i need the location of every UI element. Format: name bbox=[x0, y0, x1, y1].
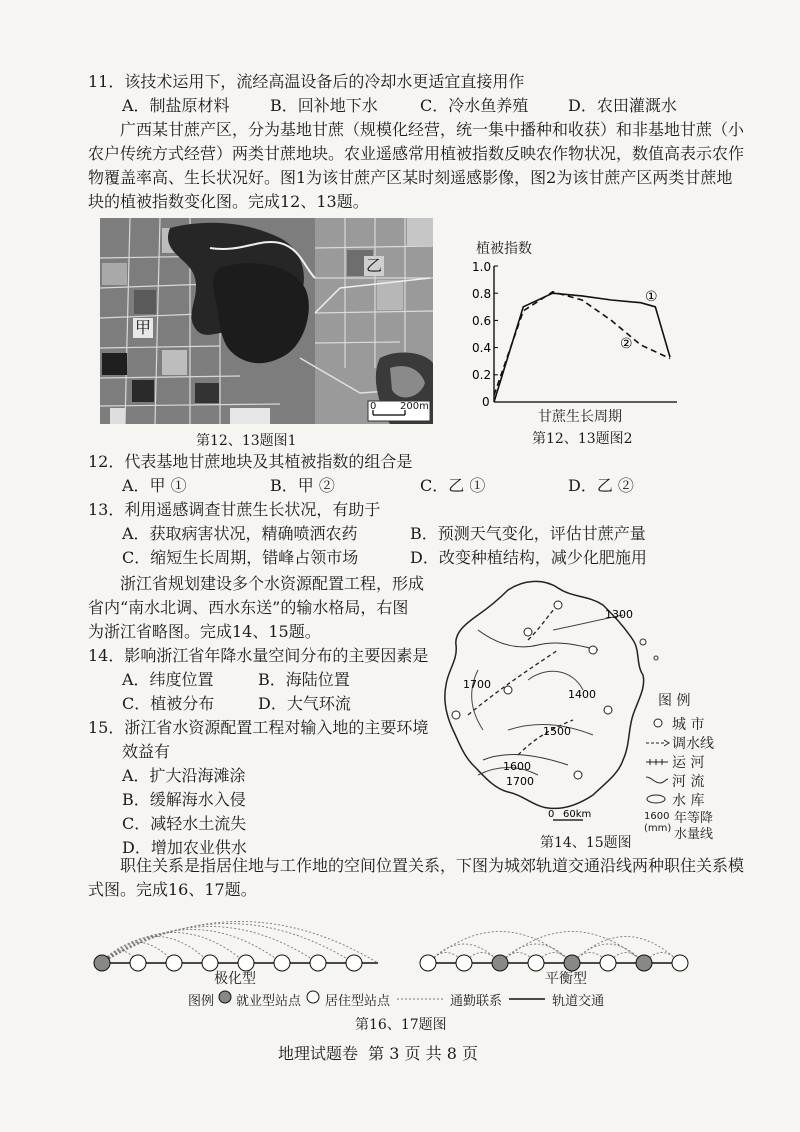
residential-station-icon bbox=[301, 990, 325, 1008]
isoline-legend-unit: (mm) bbox=[644, 823, 672, 834]
label-jia: 甲 bbox=[135, 318, 152, 337]
legend-label: 河 流 bbox=[672, 773, 705, 790]
residential-station bbox=[346, 955, 362, 971]
intro-16-17-line2: 式图。完成16、17题。 bbox=[88, 880, 257, 899]
city bbox=[574, 771, 582, 779]
canal-icon bbox=[644, 752, 672, 771]
employment-station-icon bbox=[214, 990, 236, 1008]
island bbox=[640, 639, 646, 645]
q14-option-c: C．植被分布 bbox=[122, 694, 215, 713]
city bbox=[504, 686, 512, 694]
employment-station bbox=[94, 955, 110, 971]
legend-item-reservoir bbox=[644, 790, 724, 809]
map-caption: 第14、15题图 bbox=[540, 835, 632, 851]
city-icon bbox=[644, 714, 672, 733]
residential-station bbox=[310, 955, 326, 971]
isoline-label: 1700 bbox=[463, 678, 491, 691]
tick-label: 1.0 bbox=[472, 260, 492, 274]
jobs-housing-diagram bbox=[90, 900, 710, 980]
residential-station bbox=[456, 955, 472, 971]
intro-14-15-line2: 省内“南水北调、西水东送”的输水格局，右图 bbox=[88, 598, 409, 617]
city bbox=[524, 628, 532, 636]
q12-stem: 12．代表基地甘蔗地块及其植被指数的组合是 bbox=[88, 452, 413, 471]
legend-label: 运 河 bbox=[672, 754, 705, 771]
isoline-legend-value: 1600 bbox=[644, 811, 670, 822]
intro-14-15-line3: 为浙江省略图。完成14、15题。 bbox=[88, 622, 321, 641]
isoline-label: 1500 bbox=[543, 725, 571, 738]
q13-option-d: D．改变种植结构，减少化肥施用 bbox=[410, 548, 647, 567]
map-scale-text: 60km bbox=[563, 809, 592, 820]
chart-xlabel: 甘蔗生长周期 bbox=[538, 409, 622, 425]
city bbox=[589, 646, 597, 654]
isoline-label: 1300 bbox=[605, 608, 633, 621]
intro-12-13-line1: 广西某甘蔗产区，分为基地甘蔗（规模化经营，统一集中播种和收获）和非基地甘蔗（小 bbox=[120, 120, 745, 139]
reservoir-icon bbox=[644, 790, 672, 809]
legend-label: 水 库 bbox=[672, 792, 705, 809]
intro-12-13-line2: 农户传统方式经营）两类甘蔗地块。农业遥感常用植被指数反映农作物状况，数值高表示农作 bbox=[88, 144, 745, 163]
legend-item-canal bbox=[644, 752, 724, 771]
q12-option-c: C．乙 ① bbox=[420, 476, 486, 495]
remote-sensing-image bbox=[100, 218, 433, 424]
jobs-legend-prefix: 图例 bbox=[188, 993, 215, 1009]
vegetation-index-chart bbox=[455, 256, 685, 426]
residential-station bbox=[166, 955, 182, 971]
q12-option-d: D．乙 ② bbox=[568, 476, 634, 495]
q14-stem: 14．影响浙江省年降水量空间分布的主要因素是 bbox=[88, 646, 429, 665]
map-legend-title: 图 例 bbox=[658, 693, 691, 709]
fig2-caption: 第12、13题图2 bbox=[532, 431, 633, 447]
chart-ylabel: 植被指数 bbox=[476, 241, 532, 257]
residential-station bbox=[672, 955, 688, 971]
legend-item-city bbox=[644, 714, 724, 733]
city bbox=[452, 711, 460, 719]
intro-12-13-line3: 物覆盖率高、生长状况好。图1为该甘蔗产区某时刻遥感影像，图2为该甘蔗产区两类甘蔗地 bbox=[88, 168, 733, 187]
q11-option-d: D．农田灌溉水 bbox=[568, 96, 677, 115]
q15-stem-line2: 效益有 bbox=[122, 742, 171, 761]
isoline-legend-text-line1: 年等降 bbox=[674, 811, 714, 826]
q13-option-a: A．获取病害状况，精确喷洒农药 bbox=[122, 524, 358, 543]
label-yi: 乙 bbox=[366, 256, 383, 275]
city bbox=[554, 601, 562, 609]
intro-14-15-line1: 浙江省规划建设多个水资源配置工程，形成 bbox=[120, 574, 425, 593]
q11-option-a: A．制盐原材料 bbox=[122, 96, 230, 115]
series-1-line bbox=[494, 293, 670, 402]
river-icon bbox=[644, 771, 672, 790]
employment-station bbox=[636, 955, 652, 971]
q13-option-b: B．预测天气变化，评估甘蔗产量 bbox=[410, 524, 646, 543]
legend-label: 调水线 bbox=[672, 735, 714, 752]
fig1-caption: 第12、13题图1 bbox=[196, 433, 297, 449]
water-transfer-line bbox=[528, 605, 558, 640]
q14-option-b: B．海陆位置 bbox=[258, 670, 350, 689]
series-1-label: ① bbox=[645, 289, 658, 305]
q11-option-c: C．冷水鱼养殖 bbox=[420, 96, 529, 115]
scale-zero: 0 bbox=[370, 401, 377, 412]
legend-label: 城 市 bbox=[672, 716, 705, 733]
residential-station bbox=[130, 955, 146, 971]
map-scale-zero: 0 bbox=[548, 809, 555, 820]
tick-label: 0.4 bbox=[472, 341, 492, 355]
isoline-legend-text-line2: 水量线 bbox=[674, 827, 714, 842]
legend-employment: 就业型站点 bbox=[236, 993, 302, 1009]
residential-station bbox=[274, 955, 290, 971]
q15-stem-line1: 15．浙江省水资源配置工程对输入地的主要环境 bbox=[88, 718, 429, 737]
polarized-label: 极化型 bbox=[214, 971, 256, 987]
isoline-label: 1600 bbox=[503, 760, 531, 773]
q14-option-d: D．大气环流 bbox=[258, 694, 351, 713]
q14-option-a: A．纬度位置 bbox=[122, 670, 214, 689]
q12-option-b: B．甲 ② bbox=[270, 476, 335, 495]
transfer-line-icon bbox=[644, 733, 672, 752]
tick-label: 0.6 bbox=[472, 314, 492, 328]
residential-station bbox=[420, 955, 436, 971]
legend-rail: 轨道交通 bbox=[552, 993, 605, 1009]
tick-label: 0 bbox=[482, 395, 490, 409]
legend-item-river bbox=[644, 771, 724, 790]
q15-option-a: A．扩大沿海滩涂 bbox=[122, 766, 246, 785]
residential-station bbox=[600, 955, 616, 971]
isoline-label: 1700 bbox=[506, 775, 534, 788]
balanced-label: 平衡型 bbox=[545, 971, 587, 987]
scale-text: 200m bbox=[400, 401, 429, 412]
legend-commute: 通勤联系 bbox=[450, 993, 503, 1009]
jobs-legend bbox=[188, 990, 604, 1008]
rail-icon bbox=[502, 992, 552, 1007]
city bbox=[604, 706, 612, 714]
series-2-line bbox=[494, 292, 670, 395]
jobs-caption: 第16、17题图 bbox=[355, 1017, 447, 1033]
q13-stem: 13．利用遥感调查甘蔗生长状况，有助于 bbox=[88, 500, 381, 519]
tick-label: 0.8 bbox=[472, 287, 492, 301]
legend-item-isoline bbox=[644, 811, 724, 845]
q11-stem: 11．该技术运用下，流经高温设备后的冷却水更适宜直接用作 bbox=[88, 72, 525, 91]
q13-option-c: C．缩短生长周期，错峰占领市场 bbox=[122, 548, 359, 567]
island bbox=[654, 656, 658, 660]
intro-16-17-line1: 职住关系是指居住地与工作地的空间位置关系，下图为城郊轨道交通沿线两种职住关系模 bbox=[120, 856, 745, 875]
q15-option-b: B．缓解海水入侵 bbox=[122, 790, 246, 809]
map-legend bbox=[644, 690, 724, 845]
river bbox=[478, 630, 598, 650]
intro-12-13-line4: 块的植被指数变化图。完成12、13题。 bbox=[88, 192, 369, 211]
legend-residential: 居住型站点 bbox=[325, 993, 391, 1009]
series-2-label: ② bbox=[620, 336, 633, 352]
commute-icon bbox=[390, 992, 450, 1007]
isoline-legend-text bbox=[674, 811, 713, 843]
isoline-legend-sample bbox=[644, 811, 674, 835]
q12-option-a: A．甲 ① bbox=[122, 476, 187, 495]
residential-station bbox=[528, 955, 544, 971]
q15-option-d: D．增加农业供水 bbox=[122, 838, 247, 857]
isoline-label: 1400 bbox=[568, 688, 596, 701]
tick-label: 0.2 bbox=[472, 368, 492, 382]
q15-option-c: C．减轻水土流失 bbox=[122, 814, 247, 833]
legend-item-transfer bbox=[644, 733, 724, 752]
q11-option-b: B．回补地下水 bbox=[270, 96, 378, 115]
page-footer: 地理试题卷 第 3 页 共 8 页 bbox=[278, 1044, 478, 1063]
employment-station bbox=[492, 955, 508, 971]
